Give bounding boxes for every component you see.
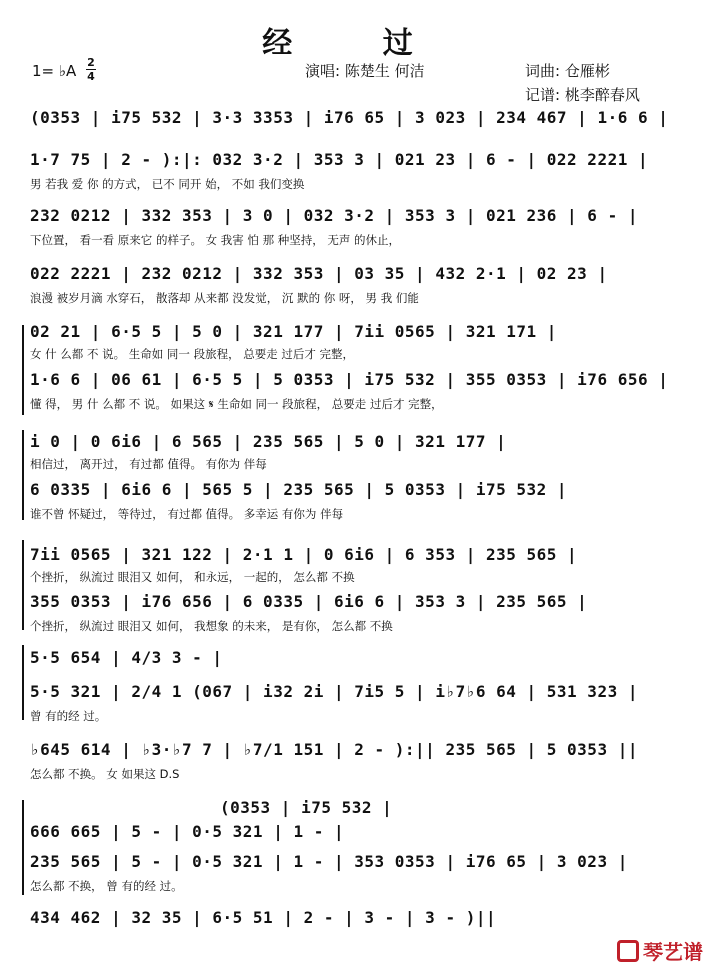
composer: 词曲: 仓雁彬	[525, 62, 610, 80]
notes: 666 665 | 5 - | 0·5 321 | 1 - |	[30, 822, 345, 841]
site-logo	[617, 936, 703, 965]
notes: 7ii 0565 | 321 122 | 2·1 1 | 0 6i6 | 6 353 | 235 565 |	[30, 545, 578, 564]
notes: 022 2221 | 232 0212 | 332 353 | 03 35 | 432 2·1 | 02 23 |	[30, 264, 608, 283]
notes: 232 0212 | 332 353 | 3 0 | 032 3·2 | 353 3 | 021 236 | 6 - |	[30, 206, 638, 225]
notes: 5·5 654 | 4/3 3 - |	[30, 648, 223, 667]
lyrics: 浪漫 被岁月滴 水穿石， 散落却 从来都 没发觉， 沉 默的 你 呀， 男 我 们能	[30, 291, 419, 305]
lyrics: 个挫折， 纵流过 眼泪又 如何， 我想象 的未来， 是有你， 怎么都 不换	[30, 619, 393, 633]
notes: i 0 | 0 6i6 | 6 565 | 235 565 | 5 0 | 321 177 |	[30, 432, 507, 451]
singers: 演唱: 陈楚生 何洁	[305, 62, 425, 80]
lyrics: 怎么都 不换。 女 如果这 D.S	[30, 767, 180, 781]
system-bracket	[22, 325, 24, 415]
lyrics: 懂 得， 男 什 么都 不 说。 如果这 𝄋 生命如 同一 段旅程， 总要走 过后才 完整，	[30, 397, 443, 411]
logo-mark-icon	[617, 940, 639, 962]
lyrics: 男 若我 爱 你 的方式， 已不 同开 始， 不如 我们变换	[30, 177, 305, 191]
meter-top: 2	[87, 56, 95, 69]
song-title: 经 过	[262, 26, 453, 61]
notes: 235 565 | 5 - | 0·5 321 | 1 - | 353 0353 | i76 65 | 3 023 |	[30, 852, 628, 871]
notes: (0353 | i75 532 |	[220, 798, 393, 817]
system-bracket	[22, 645, 24, 720]
lyrics: 谁不曾 怀疑过， 等待过， 有过都 值得。 多幸运 有你为 伴每	[30, 507, 344, 521]
notes: 1·6 6 | 06 61 | 6·5 5 | 5 0353 | i75 532 | 355 0353 | i76 656 |	[30, 370, 669, 389]
key-signature: 1= ♭A	[32, 62, 77, 80]
lyrics: 女 什 么都 不 说。 生命如 同一 段旅程， 总要走 过后才 完整，	[30, 347, 355, 361]
notes: 355 0353 | i76 656 | 6 0335 | 6i6 6 | 353 3 | 235 565 |	[30, 592, 588, 611]
lyrics: 曾 有的经 过。	[30, 709, 107, 723]
system-bracket	[22, 540, 24, 630]
notes: 6 0335 | 6i6 6 | 565 5 | 235 565 | 5 0353 | i75 532 |	[30, 480, 568, 499]
notes: 5·5 321 | 2/4 1 (067 | i32 2i | 7i5 5 | i♭7♭6 64 | 531 323 |	[30, 682, 638, 701]
lyrics: 个挫折， 纵流过 眼泪又 如何， 和永远， 一起的， 怎么都 不换	[30, 570, 355, 584]
notes: (0353 | i75 532 | 3·3 3353 | i76 65 | 3 023 | 234 467 | 1·6 6 |	[30, 108, 669, 127]
notes: 1·7 75 | 2 - ):|: 032 3·2 | 353 3 | 021 23 | 6 - | 022 2221 |	[30, 150, 649, 169]
logo-text: 琴艺谱	[643, 940, 703, 964]
lyrics: 怎么都 不换， 曾 有的经 过。	[30, 879, 183, 893]
meter-bottom: 4	[87, 70, 95, 83]
notes: 02 21 | 6·5 5 | 5 0 | 321 177 | 7ii 0565 | 321 171 |	[30, 322, 557, 341]
time-signature	[86, 57, 96, 82]
system-bracket	[22, 430, 24, 520]
notes: 434 462 | 32 35 | 6·5 51 | 2 - | 3 - | 3 - )||	[30, 908, 497, 927]
notes: ♭645 614 | ♭3·♭7 7 | ♭7/1 151 | 2 - ):|| 235 565 | 5 0353 ||	[30, 740, 638, 759]
lyrics: 下位置， 看一看 原来它 的样子。 女 我害 怕 那 种坚持， 无声 的休止，	[30, 233, 401, 247]
lyrics: 相信过， 离开过， 有过都 值得。 有你为 伴每	[30, 457, 267, 471]
system-bracket	[22, 800, 24, 895]
transcriber: 记谱: 桃李醉春风	[525, 86, 640, 104]
